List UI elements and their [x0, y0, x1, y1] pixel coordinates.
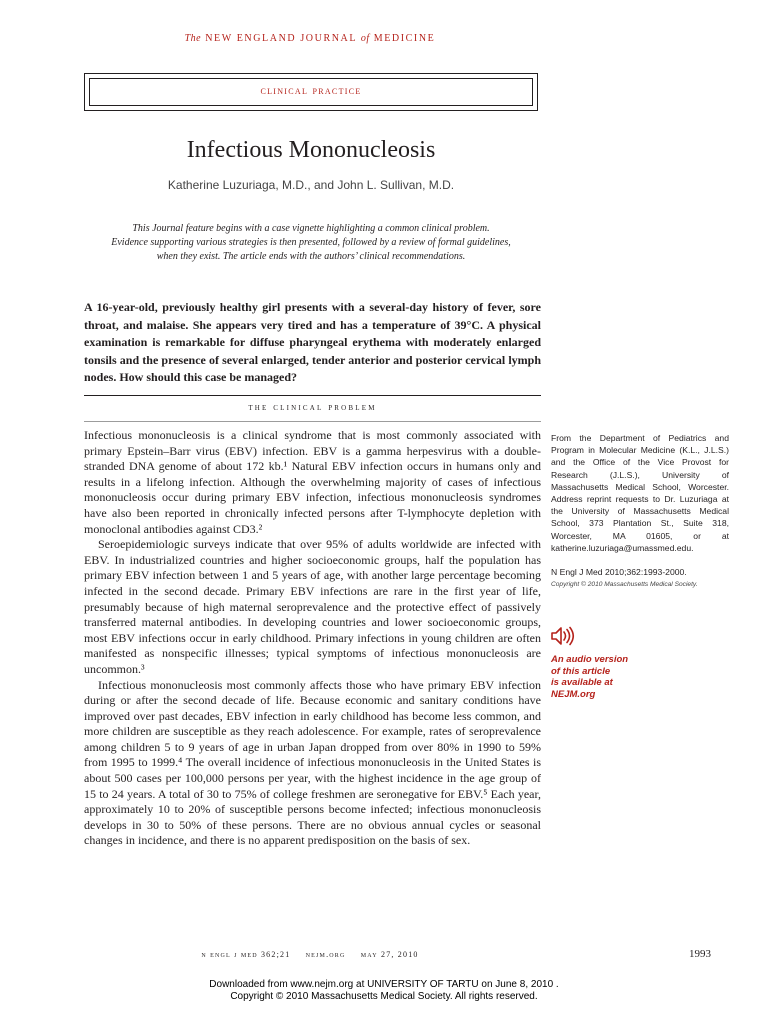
feature-note — [84, 222, 538, 264]
journal-header-end: MEDICINE — [373, 33, 436, 44]
author-affiliation: From the Department of Pediatrics and Program in Molecular Medicine (K.L., J.L.S.) and the Office of the Vice Provost for Research (J.L.S.), University of Massachusetts Medical School, Worcester. Address reprint requests to Dr. Luzuriaga at the University of Massachusetts Medical School, 373 Plantation St., Suite 318, Worcester, MA 01605, or at katherine.luzuriaga@umassmed.edu. — [551, 433, 729, 553]
journal-header-of: of — [360, 33, 370, 44]
feature-note-line: when they exist. The article ends with the authors’ clinical recommendations. — [156, 251, 466, 262]
body-paragraph: Seroepidemiologic surveys indicate that over 95% of adults worldwide are infected with EBV. In industrialized countries and higher socioeconomic groups, half the population has primary EBV infection between 1 and 5 years of age, with another large percentage becoming infected in the second decade. Primary EBV infections are rare in the first year of life, presumably because of high maternal seroprevalence and the protective effect of passively transferred maternal antibodies. In developing countries and lower socioeconomic groups, most EBV infections occur in early childhood. Primary infections in young children are often manifested as nonspecific illnesses; typical symptoms of infectious mononucleosis are uncommon.³ — [84, 537, 541, 676]
page-number: 1993 — [689, 948, 711, 960]
download-line: Downloaded from www.nejm.org at UNIVERSITY OF TARTU on June 8, 2010 . — [209, 979, 559, 990]
audio-line: An audio version — [551, 654, 629, 665]
authors: Katherine Luzuriaga, M.D., and John L. Sullivan, M.D. — [167, 178, 455, 192]
speaker-icon[interactable] — [551, 626, 577, 646]
citation: N Engl J Med 2010;362:1993-2000. — [551, 567, 687, 577]
footer-date: may 27, 2010 — [360, 950, 419, 959]
footer-journal-ref: n engl j med 362;21 — [201, 950, 291, 959]
journal-header-prefix: The — [184, 33, 202, 44]
section-rule-bottom — [84, 421, 541, 422]
article-body — [84, 428, 541, 849]
case-vignette: A 16-year-old, previously healthy girl presents with a several-day history of fever, sore throat, and malaise. She appears very tired and has a temperature of 39°C. A physical examination is remarkable for diffuse pharyngeal erythema with moderately enlarged tonsils and the presence of several enlarged, tender anterior and posterior cervical lymph nodes. How should this case be managed? — [84, 300, 541, 384]
section-heading: the clinical problem — [248, 402, 377, 413]
audio-line: of this article — [551, 665, 611, 677]
section-rule-top — [84, 395, 541, 396]
section-label-box — [84, 73, 538, 111]
speaker-icon-graphic — [551, 626, 577, 646]
body-paragraph: Infectious mononucleosis most commonly affects those who have primary EBV infection during or after the second decade of life. Because economic and sanitary conditions have improved over past decades, EBV infection in early childhood has become less common, and more children are susceptible as they reach adolescence. For example, rates of seroprevalence among children 5 to 9 years of age in urban Japan dropped from over 80% in 1990 to 59% from 1995 to 1999.⁴ The overall incidence of infectious mononucleosis in the United States is about 500 cases per 100,000 persons per year, with the highest incidence in the age group of 15 to 24 years. A total of 30 to 75% of college freshmen are seronegative for EBV.⁵ Each year, approximately 10 to 20% of susceptible persons become infected; infectious mononucleosis develops in 30 to 50% of these persons. There are no obvious annual cycles or seasonal changes in incidence, and there is no apparent predisposition on the basis of sex. — [84, 677, 541, 848]
feature-note-line: Evidence supporting various strategies is then presented, followed by a review of formal guidelines, — [111, 237, 511, 248]
audio-line: is available at — [551, 677, 613, 688]
article-title: Infectious Mononucleosis — [186, 137, 436, 163]
section-label: clinical practice — [260, 83, 362, 97]
audio-line: NEJM.org — [551, 688, 596, 700]
feature-note-line: This Journal feature begins with a case vignette highlighting a common clinical problem. — [132, 223, 490, 234]
journal-header-main: NEW ENGLAND JOURNAL — [205, 33, 357, 44]
audio-version-link[interactable] — [551, 654, 671, 700]
journal-header — [0, 33, 620, 44]
footer-site: nejm.org — [305, 950, 346, 959]
download-note — [0, 979, 768, 1002]
page-footer — [0, 950, 620, 959]
body-paragraph: Infectious mononucleosis is a clinical syndrome that is most commonly associated with primary Epstein–Barr virus (EBV) infection. EBV is a gamma herpesvirus with a double-stranded DNA genome of about 172 kb.¹ Natural EBV infection occurs in humans only and results in a lifelong infection. Although the overwhelming majority of cases of infectious mononucleosis occur during primary EBV infection, infectious mononucleosis syndromes have also been reported in chronically infected persons after T-lymphocyte depletion with monoclonal antibodies against CD3.² — [84, 428, 541, 536]
copyright-note: Copyright © 2010 Massachusetts Medical Society. — [551, 581, 698, 588]
copyright-line: Copyright © 2010 Massachusetts Medical Society. All rights reserved. — [230, 990, 538, 1002]
